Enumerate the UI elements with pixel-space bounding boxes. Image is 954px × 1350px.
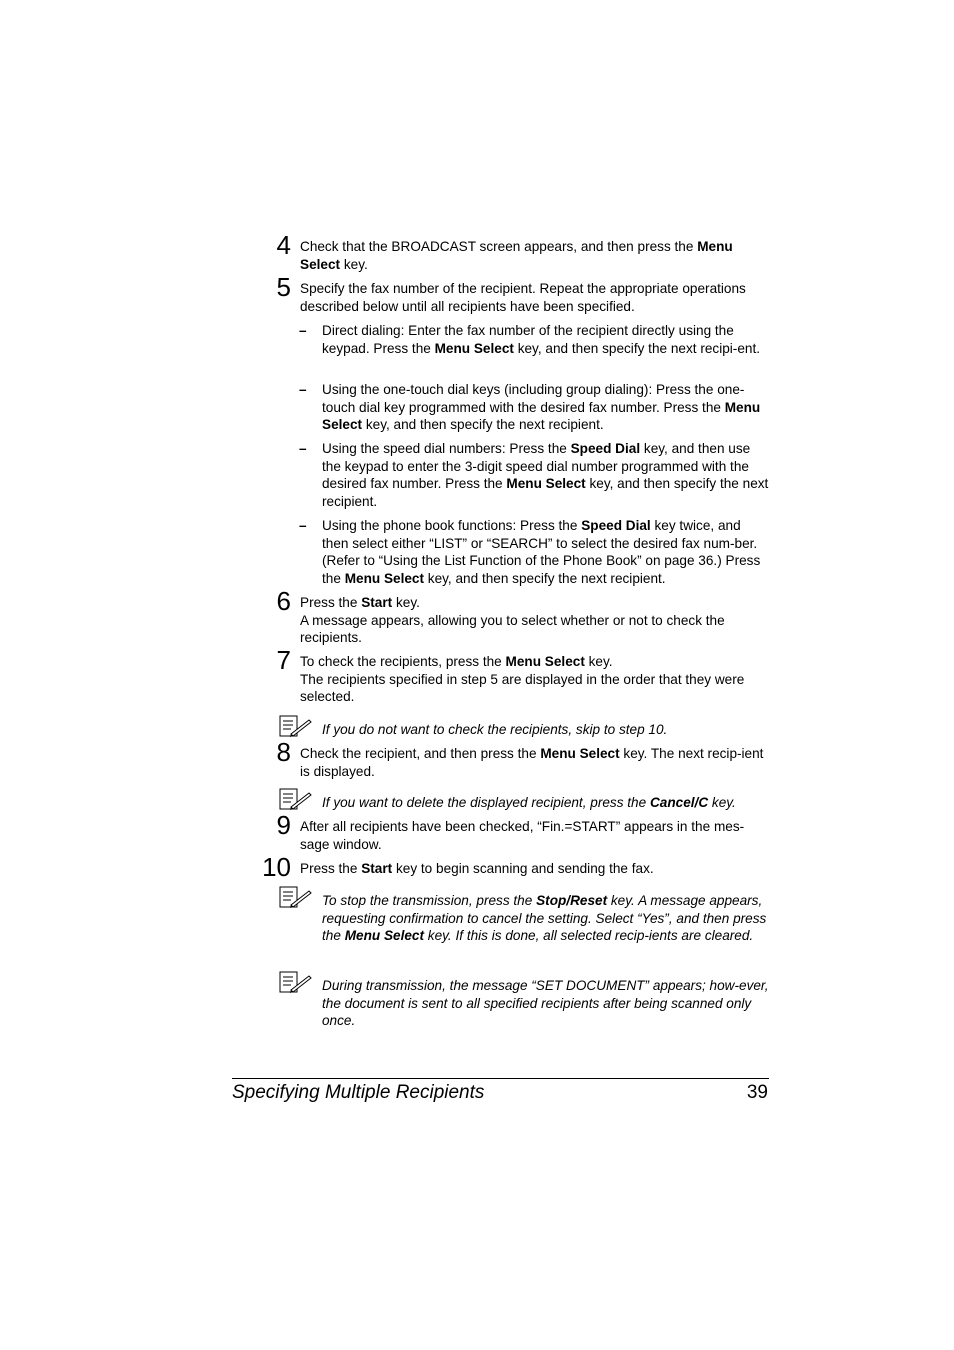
note-pencil-icon (279, 971, 313, 993)
step-text: After all recipients have been checked, “Fin.=START” appears in the mes-sage window. (300, 819, 745, 852)
step-number: 6 (276, 586, 291, 616)
step-number: 10 (262, 852, 291, 882)
footer-title: Specifying Multiple Recipients (232, 1082, 485, 1103)
step-text: Press the Start key to begin scanning and sending the fax. (300, 861, 654, 876)
step-text: Specify the fax number of the recipient. Repeat the appropriate operations described below until all recipients have been specified. (300, 281, 746, 314)
note-pencil-icon (279, 886, 313, 908)
dash-bullet: – (299, 441, 307, 456)
step-number: 4 (276, 230, 291, 260)
dash-bullet: – (299, 382, 307, 397)
step-number: 9 (276, 810, 291, 840)
note-pencil-icon (279, 715, 313, 737)
list-item-text: Using the speed dial numbers: Press the Speed Dial key, and then use the keypad to enter the 3-digit speed dial number programmed with the desired fax number. Press the Menu Select key, and then specify the next recipient. (322, 441, 769, 509)
step-text: Check the recipient, and then press the Menu Select key. The next recip-ient is displayed. (300, 746, 764, 779)
note-text: During transmission, the message “SET DOCUMENT” appears; how-ever, the document is sent to all specified recipients after being scanned only once. (322, 978, 769, 1029)
dash-bullet: – (299, 518, 307, 533)
step-number: 7 (276, 645, 291, 675)
list-item-text: Direct dialing: Enter the fax number of the recipient directly using the keypad. Press the Menu Select key, and then specify the next recipi-ent. (322, 323, 761, 356)
step-text: To check the recipients, press the Menu Select key. The recipients specified in step 5 are displayed in the order that they were selected. (300, 654, 745, 705)
list-item-text: Using the phone book functions: Press the Speed Dial key twice, and then select either “LIST” or “SEARCH” to select the desired fax num-ber. (Refer to “Using the List Function of the Phone Book” on page 36.) Press the Menu Select key, and then specify the next recipient. (322, 518, 761, 586)
page-number: 39 (746, 1082, 768, 1103)
dash-bullet: – (299, 323, 307, 338)
note-text: To stop the transmission, press the Stop/Reset key. A message appears, requesting confirmation to cancel the setting. Select “Yes”, and then press the Menu Select key. If this is done, all selected recip-ients are cleared. (322, 893, 767, 944)
footer-rule (232, 1078, 769, 1079)
note-text: If you want to delete the displayed recipient, press the Cancel/C key. (322, 795, 736, 810)
note-pencil-icon (279, 788, 313, 810)
step-text: Check that the BROADCAST screen appears, and then press the Menu Select key. (300, 239, 733, 272)
step-number: 5 (276, 272, 291, 302)
step-number: 8 (276, 737, 291, 767)
step-text: Press the Start key. A message appears, allowing you to select whether or not to check the recipients. (300, 595, 725, 646)
list-item-text: Using the one-touch dial keys (including group dialing): Press the one-touch dial key programmed with the desired fax number. Press the Menu Select key, and then specify the next recipient. (322, 382, 761, 433)
note-text: If you do not want to check the recipients, skip to step 10. (322, 722, 668, 737)
